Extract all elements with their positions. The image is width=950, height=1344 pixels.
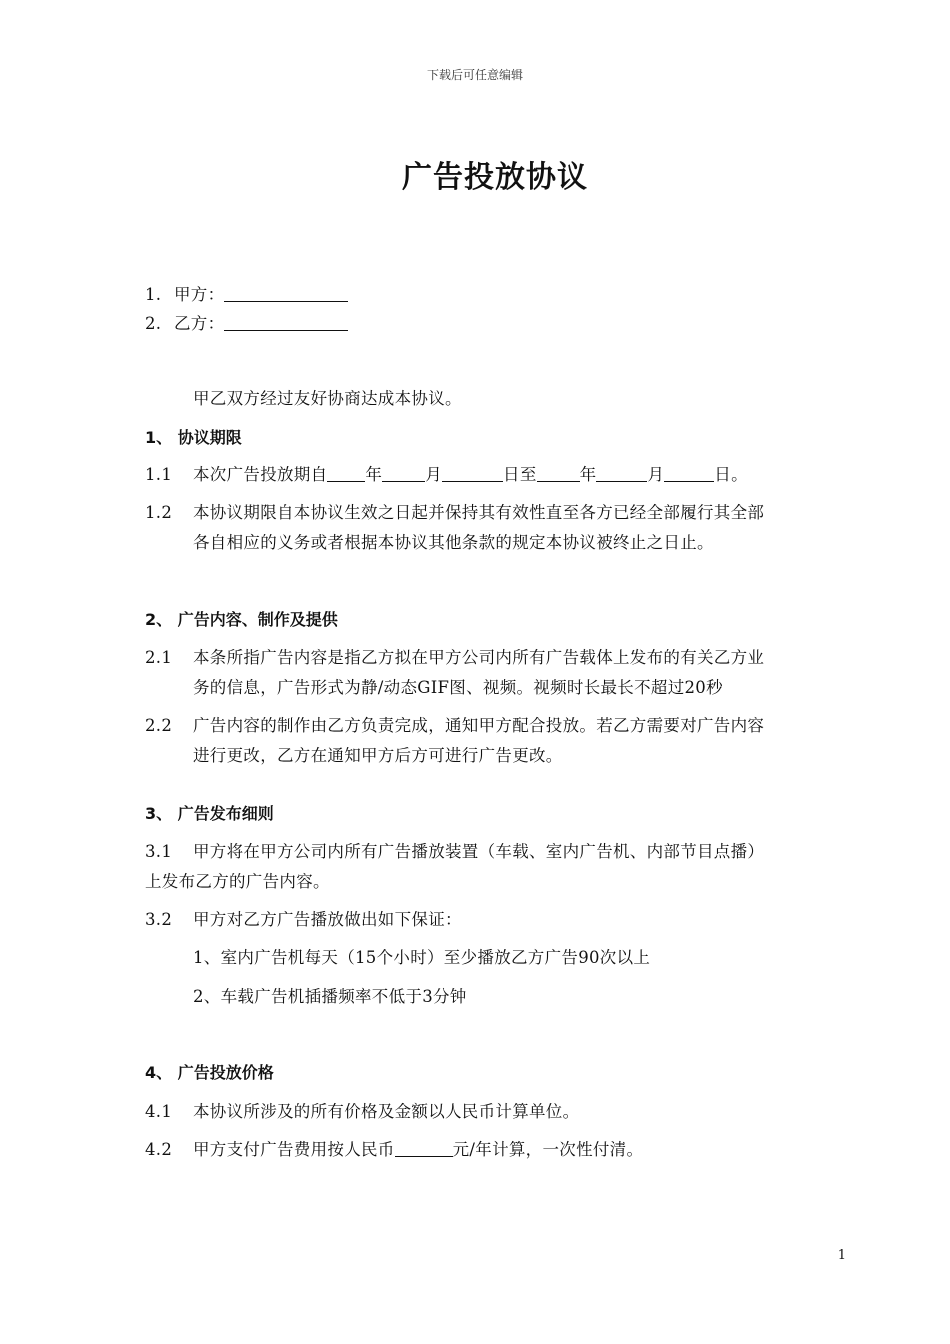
- party-b-number: 2.: [145, 314, 162, 333]
- end-year-blank: [537, 467, 580, 482]
- party-b-line: [145, 310, 348, 334]
- intro-paragraph: 甲乙双方经过友好协商达成本协议。: [193, 389, 462, 408]
- clause-3-1-line-1: 甲方将在甲方公司内所有广告播放装置（车载、室内广告机、内部节目点播）: [193, 842, 765, 861]
- clause-3-1-line-2: 上发布乙方的广告内容。: [145, 872, 330, 891]
- end-day-blank: [664, 467, 714, 482]
- month-text: 月: [425, 465, 443, 484]
- price-amount-blank: [395, 1142, 453, 1157]
- party-a-number: 1.: [145, 285, 162, 304]
- start-month-blank: [382, 467, 425, 482]
- clause-3-2-line-1: 甲方对乙方广告播放做出如下保证：: [193, 910, 462, 929]
- year-text-2: 年: [579, 465, 597, 484]
- page-number: 1: [837, 1248, 846, 1263]
- guarantee-item-2: 2、车载广告机插播频率不低于3分钟: [193, 987, 467, 1006]
- clause-1-2: [145, 499, 764, 523]
- start-day-blank: [442, 467, 503, 482]
- clause-2-2-line-2: 进行更改，乙方在通知甲方后方可进行广告更改。: [193, 746, 563, 765]
- clause-3-1: [145, 838, 764, 862]
- day-end-text: 日。: [714, 465, 748, 484]
- party-b-blank: [224, 316, 348, 331]
- clause-4-2-number: 4.2: [145, 1140, 173, 1159]
- clause-2-1: [145, 644, 764, 668]
- party-b-label: 乙方：: [174, 314, 225, 333]
- section-2-heading: 2、 广告内容、制作及提供: [145, 610, 338, 629]
- clause-1-2-line-1: 本协议期限自本协议生效之日起并保持其有效性直至各方已经全部履行其全部: [193, 503, 765, 522]
- period-from-text: 本次广告投放期自: [193, 465, 328, 484]
- clause-3-2-number: 3.2: [145, 910, 173, 929]
- month-text-2: 月: [647, 465, 665, 484]
- clause-4-1-line-1: 本协议所涉及的所有价格及金额以人民币计算单位。: [193, 1102, 580, 1121]
- header-note: 下载后可任意编辑: [426, 68, 523, 82]
- section-3-heading: 3、 广告发布细则: [145, 804, 274, 823]
- guarantee-item-1: 1、室内广告机每天（15个小时）至少播放乙方广告90次以上: [193, 948, 651, 967]
- price-after-text: 元/年计算，一次性付清。: [452, 1140, 644, 1159]
- clause-1-2-line-2: 各自相应的义务或者根据本协议其他条款的规定本协议被终止之日止。: [193, 533, 714, 552]
- start-year-blank: [327, 467, 365, 482]
- clause-3-2: [145, 906, 462, 930]
- party-a-line: [145, 281, 348, 305]
- day-to-text: 日至: [503, 465, 537, 484]
- section-1-heading: 1、 协议期限: [145, 428, 242, 447]
- clause-2-2-line-1: 广告内容的制作由乙方负责完成，通知甲方配合投放。若乙方需要对广告内容: [193, 716, 765, 735]
- clause-2-2-number: 2.2: [145, 716, 173, 735]
- clause-2-1-line-2: 务的信息，广告形式为静/动态GIF图、视频。视频时长最长不超过20秒: [193, 678, 723, 697]
- clause-4-2: [145, 1136, 643, 1160]
- end-month-blank: [596, 467, 647, 482]
- document-title: 广告投放协议: [402, 160, 588, 195]
- clause-2-2: [145, 712, 764, 736]
- clause-1-2-number: 1.2: [145, 503, 173, 522]
- clause-1-1-number: 1.1: [145, 465, 173, 484]
- clause-3-1-number: 3.1: [145, 842, 173, 861]
- clause-4-1: [145, 1098, 579, 1122]
- clause-2-1-line-1: 本条所指广告内容是指乙方拟在甲方公司内所有广告载体上发布的有关乙方业: [193, 648, 765, 667]
- clause-1-1: [145, 461, 748, 485]
- section-4-heading: 4、 广告投放价格: [145, 1063, 274, 1082]
- clause-4-1-number: 4.1: [145, 1102, 173, 1121]
- party-a-blank: [224, 287, 348, 302]
- clause-2-1-number: 2.1: [145, 648, 173, 667]
- party-a-label: 甲方：: [174, 285, 225, 304]
- price-before-text: 甲方支付广告费用按人民币: [193, 1140, 395, 1159]
- year-text: 年: [365, 465, 383, 484]
